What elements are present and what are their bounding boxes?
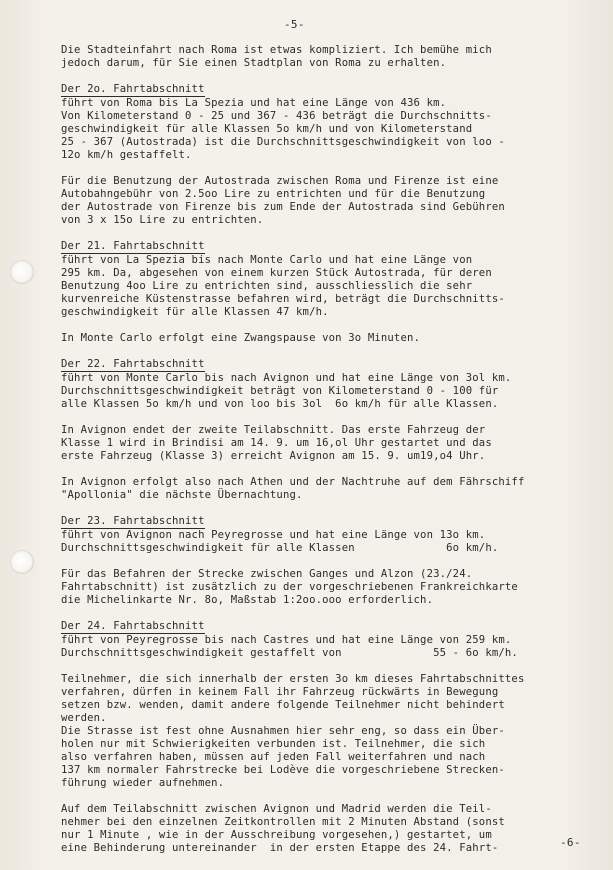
text-line: Für die Benutzung der Autostrada zwischen Roma und Firenze ist eine xyxy=(61,175,499,187)
text-line: verfahren, dürfen in keinem Fall ihr Fahrzeug rückwärts in Bewegung xyxy=(61,686,499,698)
paragraph xyxy=(61,803,589,855)
text-line: führt von La Spezia bis nach Monte Carlo und hat eine Länge von xyxy=(61,254,473,266)
text-line: eine Behinderung untereinander in der ersten Etappe des 24. Fahrt- xyxy=(61,842,499,854)
section-heading: Der 21. Fahrtabschnitt xyxy=(61,240,205,252)
text-line: In Monte Carlo erfolgt eine Zwangspause von 3o Minuten. xyxy=(61,332,421,344)
text-line: also verfahren haben, müssen auf jeden Fall weiterfahren und nach xyxy=(61,751,486,763)
section xyxy=(61,515,589,555)
text-line: Durchschnittsgeschwindigkeit gestaffelt von 55 - 6o km/h. xyxy=(61,647,518,659)
paragraph xyxy=(61,44,589,70)
text-line: In Avignon endet der zweite Teilabschnitt. Das erste Fahrzeug der xyxy=(61,424,486,436)
text-line: von 3 x 15o Lire zu entrichten. xyxy=(61,214,264,226)
text-line: nehmer bei den einzelnen Zeitkontrollen mit 2 Minuten Abstand (sonst xyxy=(61,816,505,828)
text-line: alle Klassen 5o km/h und von loo bis 3ol 6o km/h für alle Klassen. xyxy=(61,398,499,410)
text-line: 137 km normaler Fahrstrecke bei Lodève die vorgeschriebene Strecken- xyxy=(61,764,505,776)
text-line: geschwindigkeit für alle Klassen 5o km/h und von Kilometerstand xyxy=(61,123,473,135)
text-line: Autobahngebühr von 2.5oo Lire zu entrichten und für die Benutzung xyxy=(61,188,486,200)
text-line: kurvenreiche Küstenstrasse befahren wird, beträgt die Durchschnitts- xyxy=(61,293,505,305)
section xyxy=(61,83,589,162)
text-line: die Michelinkarte Nr. 8o, Maßstab 1:2oo.ooo erforderlich. xyxy=(61,594,434,606)
section-heading: Der 24. Fahrtabschnitt xyxy=(61,620,205,632)
text-line: holen nur mit Schwierigkeiten verbunden ist. Teilnehmer, die sich xyxy=(61,738,486,750)
text-line: Benutzung 4oo Lire zu entrichten sind, ausschliesslich die sehr xyxy=(61,280,473,292)
page-number: -5- xyxy=(284,18,305,31)
text-line: führt von Peyregrosse bis nach Castres und hat eine Länge von 259 km. xyxy=(61,634,512,646)
paragraph xyxy=(61,673,589,725)
text-line: Fahrtabschnitt) ist zusätzlich zu der vorgeschriebenen Frankreichkarte xyxy=(61,581,518,593)
paragraph xyxy=(61,175,589,227)
paragraph xyxy=(61,476,589,502)
section-heading: Der 23. Fahrtabschnitt xyxy=(61,515,205,527)
text-line: führt von Roma bis La Spezia und hat eine Länge von 436 km. xyxy=(61,97,447,109)
paragraph xyxy=(61,424,589,463)
section-heading: Der 22. Fahrtabschnitt xyxy=(61,358,205,370)
text-line: Für das Befahren der Strecke zwischen Ganges und Alzon (23./24. xyxy=(61,568,473,580)
text-line: 12o km/h gestaffelt. xyxy=(61,149,192,161)
punch-hole xyxy=(10,260,34,284)
text-line: führung wieder aufnehmen. xyxy=(61,777,225,789)
text-line: der Autostrade von Firenze bis zum Ende der Autostrada sind Gebühren xyxy=(61,201,505,213)
text-line: erste Fahrzeug (Klasse 3) erreicht Avignon am 15. 9. um19,o4 Uhr. xyxy=(61,450,486,462)
text-line: Die Strasse ist fest ohne Ausnahmen hier sehr eng, so dass ein Über- xyxy=(61,725,505,737)
text-line: Die Stadteinfahrt nach Roma ist etwas kompliziert. Ich bemühe mich xyxy=(61,44,492,56)
paragraph xyxy=(61,568,589,607)
next-page-marker: -6- xyxy=(560,836,581,849)
text-line: führt von Monte Carlo bis nach Avignon und hat eine Länge von 3ol km. xyxy=(61,372,512,384)
text-line: Auf dem Teilabschnitt zwischen Avignon und Madrid werden die Teil- xyxy=(61,803,492,815)
text-line: Durchschnittsgeschwindigkeit beträgt von Kilometerstand 0 - 100 für xyxy=(61,385,499,397)
section-heading: Der 2o. Fahrtabschnitt xyxy=(61,83,205,95)
text-line: Von Kilometerstand 0 - 25 und 367 - 436 beträgt die Durchschnitts- xyxy=(61,110,492,122)
text-line: Teilnehmer, die sich innerhalb der ersten 3o km dieses Fahrtabschnittes xyxy=(61,673,525,685)
text-line: nur 1 Minute , wie in der Ausschreibung vorgesehen,) gestartet, um xyxy=(61,829,492,841)
text-line: "Apollonia" die nächste Übernachtung. xyxy=(61,489,303,501)
text-line: 295 km. Da, abgesehen von einem kurzen Stück Autostrada, für deren xyxy=(61,267,492,279)
punch-hole xyxy=(10,550,34,574)
section xyxy=(61,240,589,319)
section xyxy=(61,358,589,411)
text-line: jedoch darum, für Sie einen Stadtplan von Roma zu erhalten. xyxy=(61,57,447,69)
paragraph xyxy=(61,725,589,790)
paragraph xyxy=(61,332,589,345)
text-line: In Avignon erfolgt also nach Athen und der Nachtruhe auf dem Fährschiff xyxy=(61,476,525,488)
document-body xyxy=(61,44,589,855)
text-line: werden. xyxy=(61,712,107,724)
text-line: führt von Avignon nach Peyregrosse und hat eine Länge von 13o km. xyxy=(61,529,486,541)
text-line: Klasse 1 wird in Brindisi am 14. 9. um 16,ol Uhr gestartet und das xyxy=(61,437,492,449)
section xyxy=(61,620,589,660)
text-line: 25 - 367 (Autostrada) ist die Durchschnittsgeschwindigkeit von loo - xyxy=(61,136,505,148)
text-line: setzen bzw. wenden, damit andere folgende Teilnehmer nicht behindert xyxy=(61,699,505,711)
text-line: geschwindigkeit für alle Klassen 47 km/h. xyxy=(61,306,329,318)
text-line: Durchschnittsgeschwindigkeit für alle Klassen 6o km/h. xyxy=(61,542,499,554)
